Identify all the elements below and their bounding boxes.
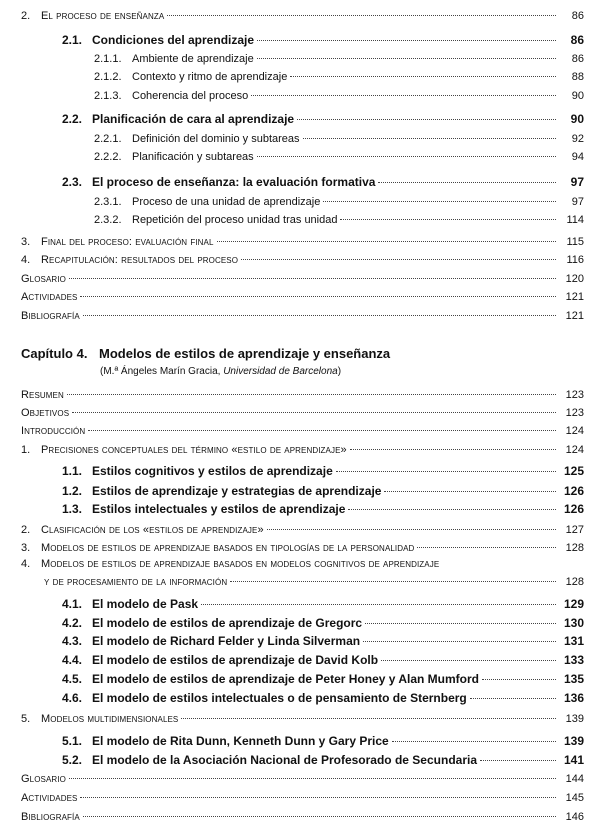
entry-title: Resumen xyxy=(21,389,64,401)
dot-leader xyxy=(365,623,556,624)
toc-entry xyxy=(21,558,584,570)
entry-title: Estilos intelectuales y estilos de aprendizaje xyxy=(92,502,346,516)
toc-entry xyxy=(62,672,584,686)
page-number: 131 xyxy=(563,634,584,648)
entry-title: El modelo de estilos de aprendizaje de Gregorc xyxy=(92,616,363,630)
dot-leader xyxy=(384,491,556,492)
entry-number: 1.1. xyxy=(62,464,83,478)
page-number: 145 xyxy=(565,792,584,804)
entry-number: 1. xyxy=(21,444,31,456)
entry-number: 2.2.2. xyxy=(94,151,122,163)
toc-entry xyxy=(21,389,584,401)
toc-entry xyxy=(21,273,584,285)
dot-leader xyxy=(470,698,556,699)
entry-number: 2.3. xyxy=(62,175,83,189)
dot-leader xyxy=(350,449,556,450)
dot-leader xyxy=(363,641,556,642)
toc-entry xyxy=(94,90,584,102)
page-number: 125 xyxy=(563,464,584,478)
page-number: 139 xyxy=(565,713,584,725)
entry-title: Bibliografía xyxy=(21,310,80,322)
entry-number: 4.2. xyxy=(62,616,83,630)
entry-number: 2.1.3. xyxy=(94,90,122,102)
toc-entry xyxy=(62,653,584,667)
toc-entry xyxy=(94,53,584,65)
page-number: 146 xyxy=(565,811,584,823)
toc-entry xyxy=(21,811,584,823)
dot-leader xyxy=(67,394,556,395)
page-number: 97 xyxy=(570,175,584,189)
page-number: 86 xyxy=(571,53,584,65)
dot-leader xyxy=(257,40,556,41)
chapter-title: Modelos de estilos de aprendizaje y enseñanza xyxy=(99,346,391,361)
toc-entry xyxy=(21,524,584,536)
entry-title: El modelo de Rita Dunn, Kenneth Dunn y Gary Price xyxy=(92,734,389,748)
chapter-heading xyxy=(21,346,390,361)
entry-title: El modelo de Richard Felder y Linda Silverman xyxy=(92,634,361,648)
page-number: 90 xyxy=(571,90,584,102)
entry-number: 3. xyxy=(21,542,31,554)
toc-entry xyxy=(94,214,584,226)
entry-title: Modelos multidimensionales xyxy=(41,713,179,725)
author-institution: Universidad de Barcelona xyxy=(223,366,338,377)
toc-entry xyxy=(62,691,584,705)
page-number: 94 xyxy=(571,151,584,163)
entry-title: Planificación de cara al aprendizaje xyxy=(92,112,295,126)
page-number: 129 xyxy=(563,597,584,611)
dot-leader xyxy=(336,471,556,472)
entry-number: 5. xyxy=(21,713,31,725)
page-number: 123 xyxy=(565,407,584,419)
entry-number: 2. xyxy=(21,10,31,22)
dot-leader xyxy=(83,315,556,316)
toc-entry xyxy=(21,773,584,785)
page-number: 144 xyxy=(565,773,584,785)
page-number: 135 xyxy=(563,672,584,686)
entry-number: 4.5. xyxy=(62,672,83,686)
page-number: 90 xyxy=(570,112,584,126)
page-number: 123 xyxy=(565,389,584,401)
dot-leader xyxy=(72,412,556,413)
page-number: 136 xyxy=(563,691,584,705)
entry-title: Definición del dominio y subtareas xyxy=(132,133,300,145)
dot-leader xyxy=(217,241,556,242)
entry-title: Ambiente de aprendizaje xyxy=(132,53,254,65)
page-number: 121 xyxy=(565,291,584,303)
toc-entry xyxy=(44,576,584,588)
dot-leader xyxy=(181,718,556,719)
entry-title: El modelo de la Asociación Nacional de Profesorado de Secundaria xyxy=(92,753,477,767)
entry-title: Contexto y ritmo de aprendizaje xyxy=(132,71,288,83)
page-number: 128 xyxy=(565,542,584,554)
page-number: 120 xyxy=(565,273,584,285)
entry-title: Objetivos xyxy=(21,407,70,419)
toc-entry xyxy=(62,634,584,648)
page-number: 114 xyxy=(566,214,584,226)
toc-entry xyxy=(94,196,584,208)
page-number: 86 xyxy=(571,10,584,22)
entry-title: Actividades xyxy=(21,291,78,303)
toc-entry xyxy=(62,484,584,498)
toc-entry xyxy=(62,597,584,611)
entry-title: Planificación y subtareas xyxy=(132,151,254,163)
dot-leader xyxy=(267,529,556,530)
dot-leader xyxy=(290,76,556,77)
entry-number: 1.2. xyxy=(62,484,83,498)
toc-entry xyxy=(21,236,584,248)
page-number: 128 xyxy=(565,576,584,588)
dot-leader xyxy=(201,604,556,605)
entry-number: 1.3. xyxy=(62,502,83,516)
toc-entry xyxy=(62,616,584,630)
entry-title: Actividades xyxy=(21,792,78,804)
toc-entry xyxy=(21,310,584,322)
page-number: 86 xyxy=(570,33,584,47)
entry-title: Recapitulación: resultados del proceso xyxy=(41,254,239,266)
toc-entry xyxy=(21,254,584,266)
toc-entry xyxy=(21,542,584,554)
entry-number: 3. xyxy=(21,236,31,248)
author-name: (M.ª Ángeles Marín Gracia, xyxy=(100,366,224,377)
toc-entry xyxy=(62,464,584,478)
dot-leader xyxy=(83,816,556,817)
dot-leader xyxy=(257,156,556,157)
dot-leader xyxy=(297,119,556,120)
entry-number: 2.1. xyxy=(62,33,83,47)
dot-leader xyxy=(251,95,556,96)
toc-entry xyxy=(21,425,584,437)
entry-title: El proceso de enseñanza: la evaluación formativa xyxy=(92,175,376,189)
entry-title: Modelos de estilos de aprendizaje basados en modelos cognitivos de aprendizaje xyxy=(41,558,440,570)
entry-title: Glosario xyxy=(21,273,66,285)
entry-title: Estilos cognitivos y estilos de aprendizaje xyxy=(92,464,333,478)
entry-number: 2.1.2. xyxy=(94,71,122,83)
chapter-number: Capítulo 4. xyxy=(21,346,88,361)
entry-title: Coherencia del proceso xyxy=(132,90,249,102)
page-number: 139 xyxy=(563,734,584,748)
entry-number: 4.6. xyxy=(62,691,83,705)
page-number: 124 xyxy=(565,444,584,456)
page-number: 130 xyxy=(563,616,584,630)
entry-number: 2.2. xyxy=(62,112,83,126)
entry-title: El proceso de enseñanza xyxy=(41,10,165,22)
entry-number: 4.4. xyxy=(62,653,83,667)
chapter-author xyxy=(100,366,341,377)
page-number: 92 xyxy=(571,133,584,145)
page-number: 116 xyxy=(566,254,584,266)
toc-entry xyxy=(21,10,584,22)
page-number: 126 xyxy=(563,502,584,516)
entry-number: 4.3. xyxy=(62,634,83,648)
page-number: 141 xyxy=(563,753,584,767)
dot-leader xyxy=(80,797,556,798)
page-number: 133 xyxy=(563,653,584,667)
entry-title: El modelo de estilos de aprendizaje de Peter Honey y Alan Mumford xyxy=(92,672,479,686)
dot-leader xyxy=(480,760,556,761)
author-suffix: ) xyxy=(337,366,342,377)
toc-entry xyxy=(62,502,584,516)
dot-leader xyxy=(348,509,556,510)
dot-leader xyxy=(80,296,556,297)
page-number: 97 xyxy=(571,196,584,208)
entry-number: 4. xyxy=(21,558,31,570)
entry-title: Bibliografía xyxy=(21,811,80,823)
entry-title: El modelo de estilos de aprendizaje de David Kolb xyxy=(92,653,379,667)
page-number: 88 xyxy=(571,71,584,83)
entry-title: Glosario xyxy=(21,773,66,785)
entry-title: Proceso de una unidad de aprendizaje xyxy=(132,196,321,208)
entry-title: Modelos de estilos de aprendizaje basados en tipologías de la personalidad xyxy=(41,542,415,554)
entry-title: El modelo de estilos intelectuales o de pensamiento de Sternberg xyxy=(92,691,467,705)
dot-leader xyxy=(88,430,556,431)
toc-entry xyxy=(21,713,584,725)
entry-title: El modelo de Pask xyxy=(92,597,199,611)
dot-leader xyxy=(417,547,556,548)
dot-leader xyxy=(69,278,556,279)
toc-entry xyxy=(94,71,584,83)
page-number: 115 xyxy=(566,236,584,248)
page-number: 127 xyxy=(565,524,584,536)
toc-entry xyxy=(62,33,584,47)
entry-title: Precisiones conceptuales del término «estilo de aprendizaje» xyxy=(41,444,347,456)
toc-entry xyxy=(62,753,584,767)
toc-entry xyxy=(21,291,584,303)
dot-leader xyxy=(381,660,556,661)
dot-leader xyxy=(378,182,556,183)
dot-leader xyxy=(392,741,556,742)
toc-entry xyxy=(21,792,584,804)
entry-number: 5.2. xyxy=(62,753,83,767)
entry-number: 4.1. xyxy=(62,597,83,611)
toc-entry xyxy=(62,175,584,189)
toc-entry xyxy=(21,444,584,456)
dot-leader xyxy=(257,58,556,59)
entry-number: 4. xyxy=(21,254,31,266)
entry-number: 2.1.1. xyxy=(94,53,122,65)
dot-leader xyxy=(340,219,556,220)
toc-entry xyxy=(94,133,584,145)
toc-entry xyxy=(62,112,584,126)
dot-leader xyxy=(241,259,556,260)
toc-entry xyxy=(94,151,584,163)
entry-title: Final del proceso: evaluación final xyxy=(41,236,214,248)
entry-title: Introducción xyxy=(21,425,86,437)
entry-number: 5.1. xyxy=(62,734,83,748)
dot-leader xyxy=(482,679,556,680)
entry-number: 2.2.1. xyxy=(94,133,122,145)
entry-title: Clasificación de los «estilos de aprendizaje» xyxy=(41,524,264,536)
page-number: 126 xyxy=(563,484,584,498)
entry-title: Estilos de aprendizaje y estrategias de aprendizaje xyxy=(92,484,382,498)
dot-leader xyxy=(69,778,556,779)
entry-title: y de procesamiento de la información xyxy=(44,576,228,588)
entry-number: 2.3.1. xyxy=(94,196,122,208)
entry-number: 2.3.2. xyxy=(94,214,122,226)
entry-title: Repetición del proceso unidad tras unidad xyxy=(132,214,338,226)
dot-leader xyxy=(230,581,556,582)
page-number: 124 xyxy=(565,425,584,437)
page-number: 121 xyxy=(565,310,584,322)
toc-entry xyxy=(62,734,584,748)
entry-title: Condiciones del aprendizaje xyxy=(92,33,255,47)
dot-leader xyxy=(303,138,556,139)
toc-entry xyxy=(21,407,584,419)
entry-number: 2. xyxy=(21,524,31,536)
dot-leader xyxy=(167,15,556,16)
dot-leader xyxy=(323,201,556,202)
